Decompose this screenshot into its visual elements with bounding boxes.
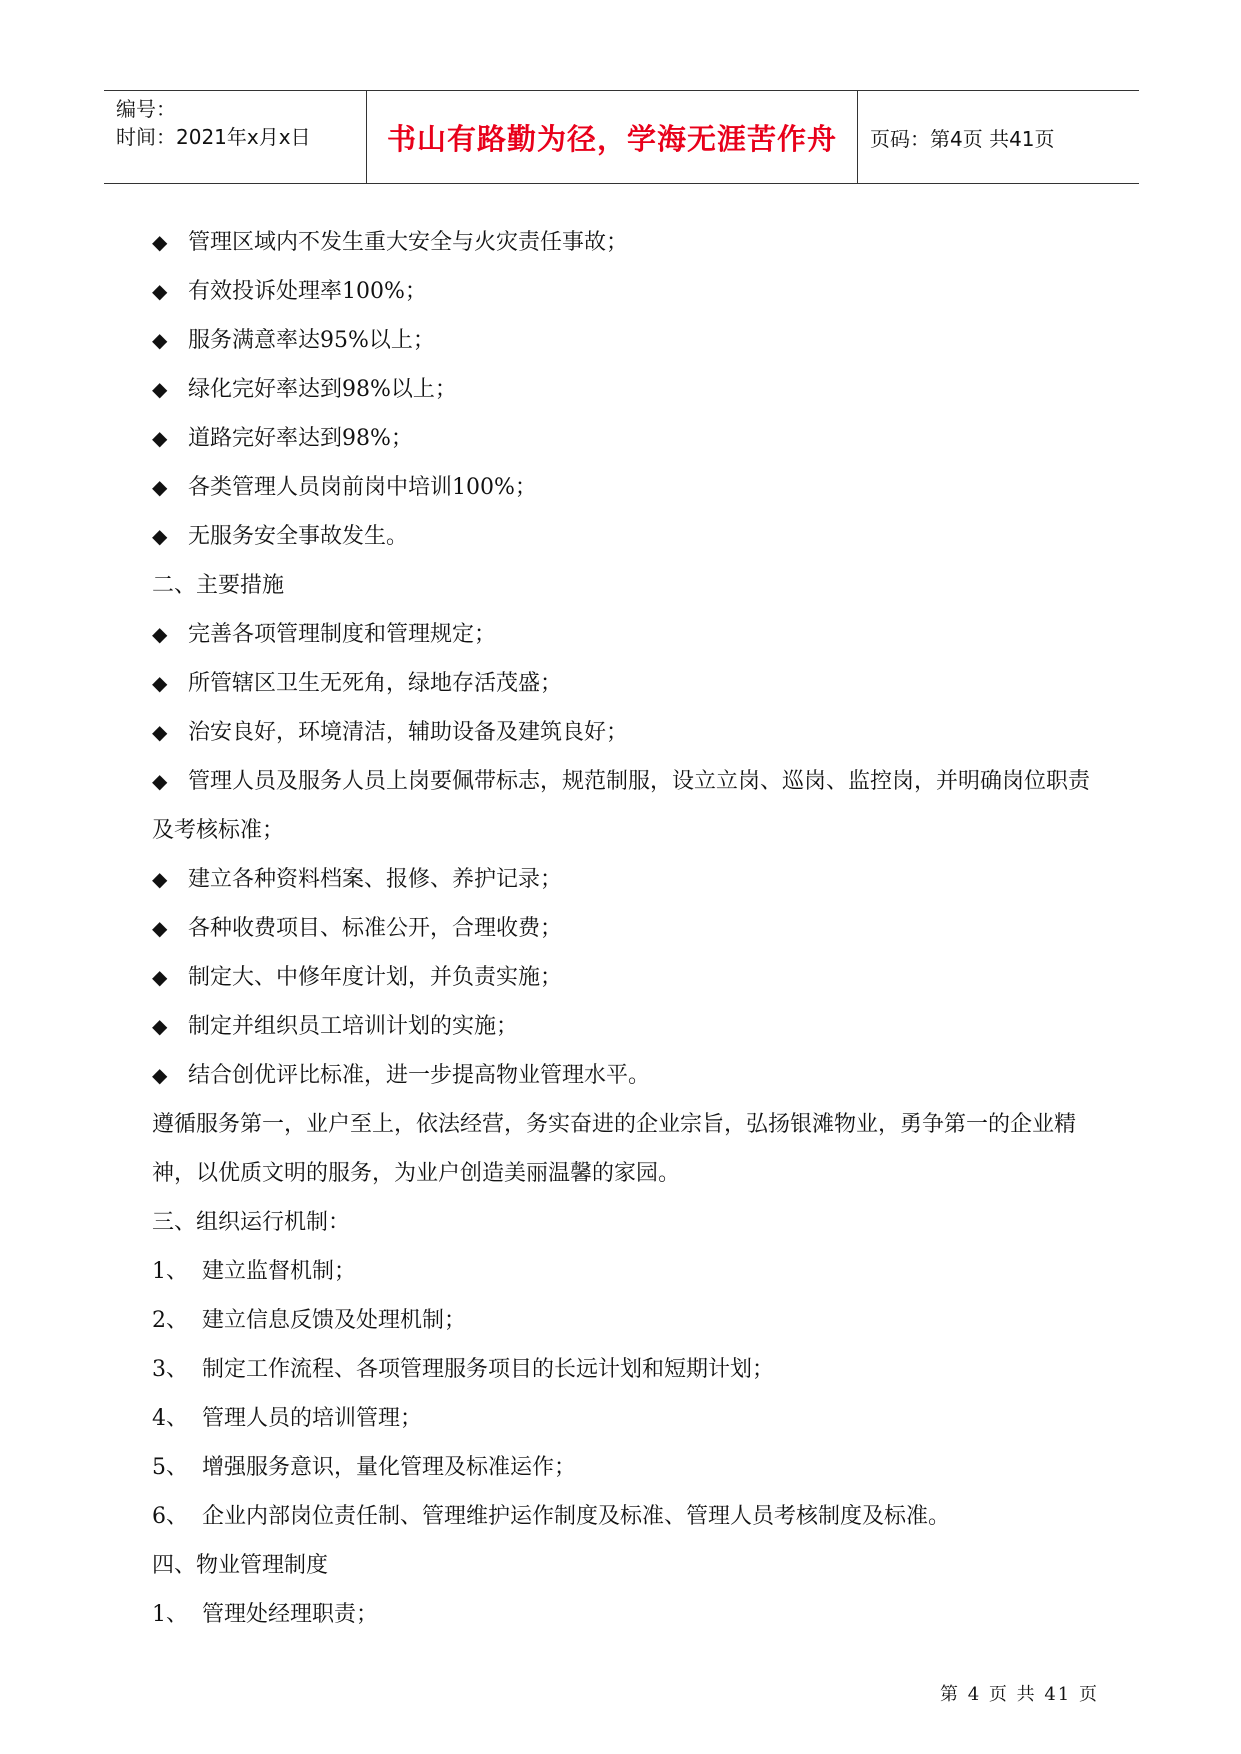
diamond-bullet-icon: ◆	[152, 230, 168, 254]
bullet-item: ◆ 管理区域内不发生重大安全与火灾责任事故；	[152, 218, 1102, 267]
bullet-item: ◆ 各类管理人员岗前岗中培训100%；	[152, 463, 1102, 512]
body-paragraph: 遵循服务第一，业户至上，依法经营，务实奋进的企业宗旨，弘扬银滩物业，勇争第一的企业精神，以优质文明的服务，为业户创造美丽温馨的家园。	[152, 1112, 1077, 1186]
page-footer: 第 4 页 共 41 页	[940, 1684, 1099, 1705]
section-title: 四、物业管理制度	[152, 1553, 329, 1578]
diamond-bullet-icon: ◆	[152, 475, 168, 499]
document-time-label: 时间：2021年x月x日	[116, 125, 311, 149]
numbered-item: 2、 建立信息反馈及处理机制；	[152, 1308, 467, 1333]
diamond-bullet-icon: ◆	[152, 524, 168, 548]
diamond-bullet-icon: ◆	[152, 867, 168, 891]
bullet-item: ◆ 管理人员及服务人员上岗要佩带标志，规范制服，设立立岗、巡岗、监控岗，并明确岗位职责及考核标准；	[152, 757, 1102, 855]
bullet-item: ◆ 无服务安全事故发生。	[152, 512, 1102, 561]
bullet-item: ◆ 各种收费项目、标准公开，合理收费；	[152, 904, 1102, 953]
diamond-bullet-icon: ◆	[152, 916, 168, 940]
bullet-item: ◆ 制定并组织员工培训计划的实施；	[152, 1002, 1102, 1051]
numbered-item: 5、 增强服务意识，量化管理及标准运作；	[152, 1455, 577, 1480]
header-left-cell	[104, 91, 367, 183]
diamond-bullet-icon: ◆	[152, 328, 168, 352]
document-body	[152, 218, 1102, 1639]
header-motto: 书山有路勤为径，学海无涯苦作舟	[367, 91, 858, 183]
numbered-item: 3、 制定工作流程、各项管理服务项目的长远计划和短期计划；	[152, 1357, 775, 1382]
bullet-item: ◆ 治安良好，环境清洁，辅助设备及建筑良好；	[152, 708, 1102, 757]
document-number-label: 编号：	[116, 97, 176, 121]
section-title: 三、组织运行机制：	[152, 1210, 351, 1235]
section-title: 二、主要措施	[152, 573, 285, 598]
diamond-bullet-icon: ◆	[152, 720, 168, 744]
bullet-item: ◆ 所管辖区卫生无死角，绿地存活茂盛；	[152, 659, 1102, 708]
bullet-item: ◆ 制定大、中修年度计划，并负责实施；	[152, 953, 1102, 1002]
bullet-item: ◆ 完善各项管理制度和管理规定；	[152, 610, 1102, 659]
diamond-bullet-icon: ◆	[152, 377, 168, 401]
bullet-item: ◆ 建立各种资料档案、报修、养护记录；	[152, 855, 1102, 904]
diamond-bullet-icon: ◆	[152, 279, 168, 303]
bullet-item: ◆ 服务满意率达95%以上；	[152, 316, 1102, 365]
diamond-bullet-icon: ◆	[152, 426, 168, 450]
bullet-item: ◆ 结合创优评比标准，进一步提高物业管理水平。	[152, 1051, 1102, 1100]
diamond-bullet-icon: ◆	[152, 769, 168, 793]
numbered-item: 1、 管理处经理职责；	[152, 1602, 379, 1627]
numbered-item: 4、 管理人员的培训管理；	[152, 1406, 423, 1431]
diamond-bullet-icon: ◆	[152, 965, 168, 989]
diamond-bullet-icon: ◆	[152, 671, 168, 695]
bullet-item: ◆ 有效投诉处理率100%；	[152, 267, 1102, 316]
bullet-item: ◆ 道路完好率达到98%；	[152, 414, 1102, 463]
numbered-item: 1、 建立监督机制；	[152, 1259, 357, 1284]
bullet-item: ◆ 绿化完好率达到98%以上；	[152, 365, 1102, 414]
diamond-bullet-icon: ◆	[152, 1014, 168, 1038]
numbered-item: 6、 企业内部岗位责任制、管理维护运作制度及标准、管理人员考核制度及标准。	[152, 1504, 951, 1529]
page-header	[104, 90, 1139, 184]
diamond-bullet-icon: ◆	[152, 1063, 168, 1087]
diamond-bullet-icon: ◆	[152, 622, 168, 646]
header-page-label: 页码：第4页 共41页	[870, 126, 1055, 151]
